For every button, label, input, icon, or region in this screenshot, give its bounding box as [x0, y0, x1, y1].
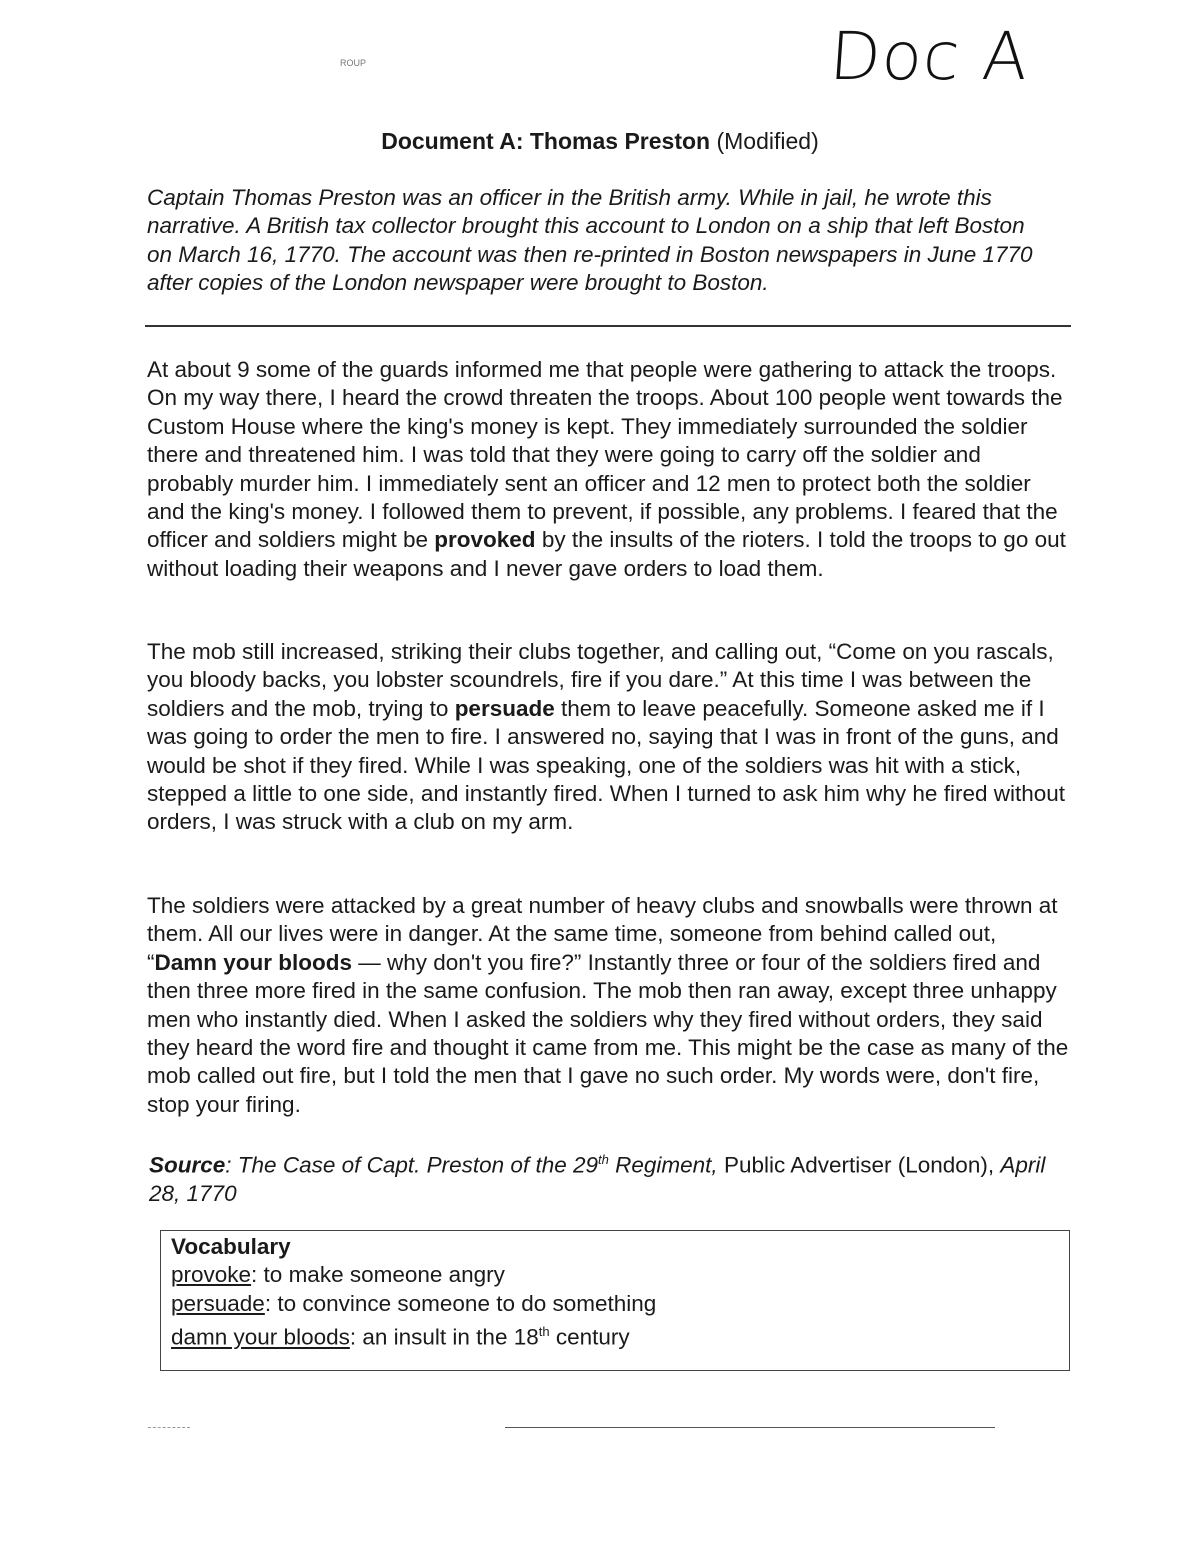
intro-divider — [145, 325, 1071, 327]
vocab-item-damn-your-bloods — [171, 1318, 1059, 1352]
source-title-sup: th — [598, 1152, 609, 1167]
paragraph-2-text-b: them to leave peacefully. Someone asked me if I was going to order the men to fire. I answered no, saying that I was in front of the guns, and would be shot if they fired. While I was speaking, one of the soldiers was hit with a stick, stepped a little to one side, and instantly fired. When I turned to ask him why he fired without orders, I was struck with a club on my arm. — [147, 695, 1066, 835]
source-publication: Public Advertiser (London), — [723, 1152, 995, 1178]
bold-term-provoked: provoked — [434, 527, 536, 553]
source-title-b: Regiment, — [615, 1152, 718, 1178]
paragraph-2-text-a: The mob still increased, striking their clubs together, and calling out, “Come on you rascals, you bloody backs, you lobster scoundrels, fire if you dare.” At this time I was between the soldiers and the mob, trying to — [147, 639, 1054, 721]
narrative-paragraph-1 — [147, 356, 1072, 583]
vocab-term: persuade — [171, 1290, 265, 1316]
intro-paragraph: Captain Thomas Preston was an officer in the British army. While in jail, he wrote this narrative. A British tax collector brought this account to London on a ship that left Boston on March 16, 1770. The account was then re-printed in Boston newspapers in June 1770 after copies of the London newspaper were brought to Boston. — [147, 185, 1033, 296]
paragraph-3-text-a: The soldiers were attacked by a great number of heavy clubs and snowballs were thrown at them. All our lives were in danger. At the same time, someone from behind called out, “ — [147, 893, 1058, 975]
source-date: April 28, 1770 — [149, 1152, 1046, 1206]
bottom-scan-smudge — [148, 1427, 190, 1428]
bottom-divider — [505, 1427, 995, 1428]
narrative-paragraph-2 — [147, 638, 1072, 837]
narrative-paragraph-3 — [147, 892, 1072, 1119]
bold-term-persuade: persuade — [454, 695, 555, 721]
vocabulary-heading: Vocabulary — [171, 1234, 291, 1259]
vocab-definition-tail: century — [549, 1324, 630, 1350]
document-title-modifier: (Modified) — [716, 128, 819, 154]
vocab-term: provoke — [171, 1262, 252, 1288]
vocab-definition: : to convince someone to do something — [264, 1290, 657, 1316]
source-title-a: The Case of Capt. Preston of the 29 — [237, 1152, 599, 1178]
source-citation: Source: The Case of Capt. Preston of the 29th Regiment, Public Advertiser (London), April 28, 1770 — [149, 1152, 1046, 1206]
vocab-definition-sup: th — [538, 1324, 550, 1340]
document-title — [0, 128, 1200, 155]
vocab-definition: : an insult in the 18 — [349, 1324, 539, 1350]
handwritten-doc-label: Doc A — [827, 18, 1032, 95]
vocab-item-provoke — [171, 1261, 1059, 1289]
vocab-definition: : to make someone angry — [251, 1262, 505, 1288]
paragraph-3-text-b: — why don't you fire?” Instantly three or four of the soldiers fired and then three more fired in the same confusion. The mob then ran away, except three unhappy men who instantly died. When I asked the soldiers why they fired without orders, they said they heard the word fire and thought it came from me. This might be the case as many of the mob called out fire, but I told the men that I gave no such order. My words were, don't fire, stop your firing. — [147, 949, 1069, 1117]
vocab-item-persuade — [171, 1290, 1059, 1318]
source-label: Source — [149, 1152, 226, 1178]
document-title-main: Document A: Thomas Preston — [381, 128, 711, 154]
stray-scan-mark: ROUP — [340, 58, 367, 68]
vocabulary-box — [160, 1230, 1070, 1371]
paragraph-1-text-a: At about 9 some of the guards informed me that people were gathering to attack the troops. On my way there, I heard the crowd threaten the troops. About 100 people went towards the Custom House where the king's money is kept. They immediately surrounded the soldier there and threatened him. I was told that they were going to carry off the soldier and probably murder him. I immediately sent an officer and 12 men to protect both the soldier and the king's money. I followed them to prevent, if possible, any problems. I feared that the officer and soldiers might be — [147, 357, 1063, 553]
bold-term-damn-your-bloods: Damn your bloods — [154, 949, 353, 975]
paragraph-1-text-b: by the insults of the rioters. I told the troops to go out without loading their weapons and I never gave orders to load them. — [147, 527, 1066, 581]
vocab-term: damn your bloods — [171, 1324, 350, 1350]
